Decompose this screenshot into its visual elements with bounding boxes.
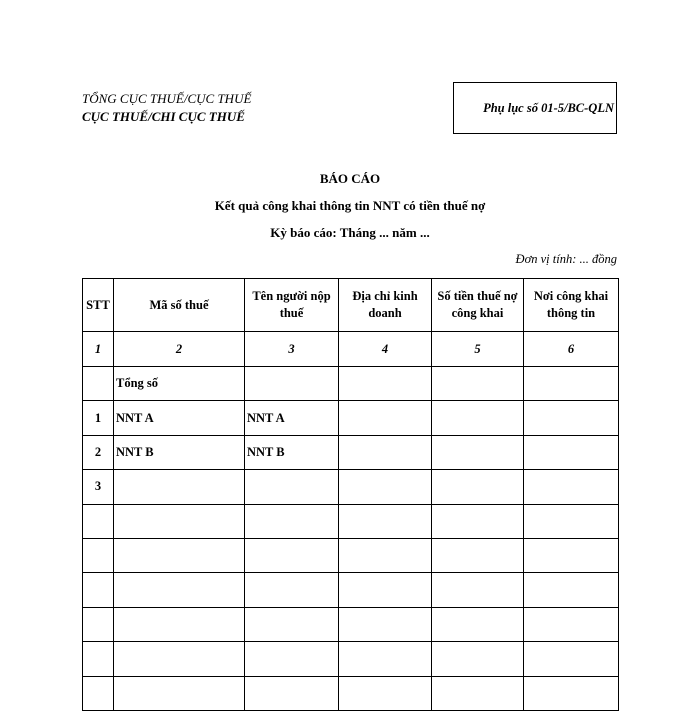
cell-tax-code: Tổng số (114, 367, 245, 401)
cell-taxpayer-name: NNT A (245, 401, 339, 435)
table-header-row (83, 279, 619, 332)
cell-tax-debt-amount (432, 573, 524, 607)
agency-line-1: TỔNG CỤC THUẾ/CỤC THUẾ (82, 91, 252, 106)
cell-tax-debt-amount (432, 401, 524, 435)
cell-business-address (339, 435, 432, 469)
column-header-stt: STT (83, 279, 114, 332)
cell-disclosure-place (524, 607, 619, 641)
appendix-box (453, 82, 617, 134)
cell-tax-debt-amount (432, 435, 524, 469)
column-number: 3 (245, 332, 339, 367)
column-header-business-address: Địa chỉ kinh doanh (339, 279, 432, 332)
cell-disclosure-place (524, 367, 619, 401)
cell-disclosure-place (524, 470, 619, 504)
cell-tax-debt-amount (432, 504, 524, 538)
column-header-disclosure-place: Nơi công khai thông tin (524, 279, 619, 332)
cell-tax-code (114, 642, 245, 676)
cell-tax-debt-amount (432, 642, 524, 676)
cell-tax-code (114, 470, 245, 504)
cell-stt (83, 676, 114, 710)
table-row (83, 401, 619, 435)
column-header-tax-code: Mã số thuế (114, 279, 245, 332)
cell-business-address (339, 607, 432, 641)
cell-business-address (339, 504, 432, 538)
cell-stt (83, 573, 114, 607)
cell-tax-debt-amount (432, 538, 524, 572)
total-row (83, 367, 619, 401)
cell-taxpayer-name (245, 642, 339, 676)
cell-stt (83, 607, 114, 641)
cell-taxpayer-name (245, 538, 339, 572)
cell-business-address (339, 642, 432, 676)
table-row (83, 642, 619, 676)
cell-business-address (339, 367, 432, 401)
cell-stt (83, 367, 114, 401)
table-row (83, 538, 619, 572)
cell-tax-debt-amount (432, 607, 524, 641)
cell-taxpayer-name (245, 676, 339, 710)
report-subtitle: Kết quả công khai thông tin NNT có tiền thuế nợ (214, 198, 486, 213)
cell-tax-code: NNT A (114, 401, 245, 435)
cell-business-address (339, 676, 432, 710)
cell-business-address (339, 401, 432, 435)
appendix-label: Phụ lục số 01-5/BC-QLN (483, 100, 614, 115)
cell-tax-debt-amount (432, 367, 524, 401)
cell-disclosure-place (524, 573, 619, 607)
cell-tax-debt-amount (432, 676, 524, 710)
cell-taxpayer-name (245, 367, 339, 401)
cell-tax-code (114, 676, 245, 710)
table-row (83, 435, 619, 469)
cell-tax-debt-amount (432, 470, 524, 504)
cell-disclosure-place (524, 504, 619, 538)
cell-tax-code (114, 607, 245, 641)
unit-label: Đơn vị tính: ... đồng (515, 252, 617, 266)
report-period: Kỳ báo cáo: Tháng ... năm ... (270, 225, 430, 240)
cell-taxpayer-name (245, 573, 339, 607)
cell-disclosure-place (524, 538, 619, 572)
table-row (83, 504, 619, 538)
column-number: 2 (114, 332, 245, 367)
cell-stt: 3 (83, 470, 114, 504)
column-number: 5 (432, 332, 524, 367)
cell-stt (83, 504, 114, 538)
cell-stt: 2 (83, 435, 114, 469)
cell-stt: 1 (83, 401, 114, 435)
report-heading: BÁO CÁO (319, 171, 381, 186)
cell-taxpayer-name (245, 470, 339, 504)
cell-tax-code (114, 504, 245, 538)
column-number: 6 (524, 332, 619, 367)
cell-disclosure-place (524, 401, 619, 435)
cell-business-address (339, 470, 432, 504)
column-number: 4 (339, 332, 432, 367)
column-header-taxpayer-name: Tên người nộp thuế (245, 279, 339, 332)
cell-business-address (339, 573, 432, 607)
cell-disclosure-place (524, 435, 619, 469)
table-row (83, 607, 619, 641)
cell-disclosure-place (524, 642, 619, 676)
cell-taxpayer-name (245, 607, 339, 641)
cell-taxpayer-name: NNT B (245, 435, 339, 469)
cell-business-address (339, 538, 432, 572)
cell-tax-code (114, 573, 245, 607)
column-header-tax-debt-amount: Số tiền thuế nợ công khai (432, 279, 524, 332)
cell-tax-code: NNT B (114, 435, 245, 469)
cell-stt (83, 642, 114, 676)
cell-tax-code (114, 538, 245, 572)
report-table (82, 278, 619, 711)
column-number-row (83, 332, 619, 367)
table-row (83, 676, 619, 710)
table-row (83, 470, 619, 504)
agency-line-2: CỤC THUẾ/CHI CỤC THUẾ (82, 109, 245, 124)
cell-disclosure-place (524, 676, 619, 710)
cell-taxpayer-name (245, 504, 339, 538)
column-number: 1 (83, 332, 114, 367)
cell-stt (83, 538, 114, 572)
issuing-agency (82, 90, 251, 126)
table-row (83, 573, 619, 607)
